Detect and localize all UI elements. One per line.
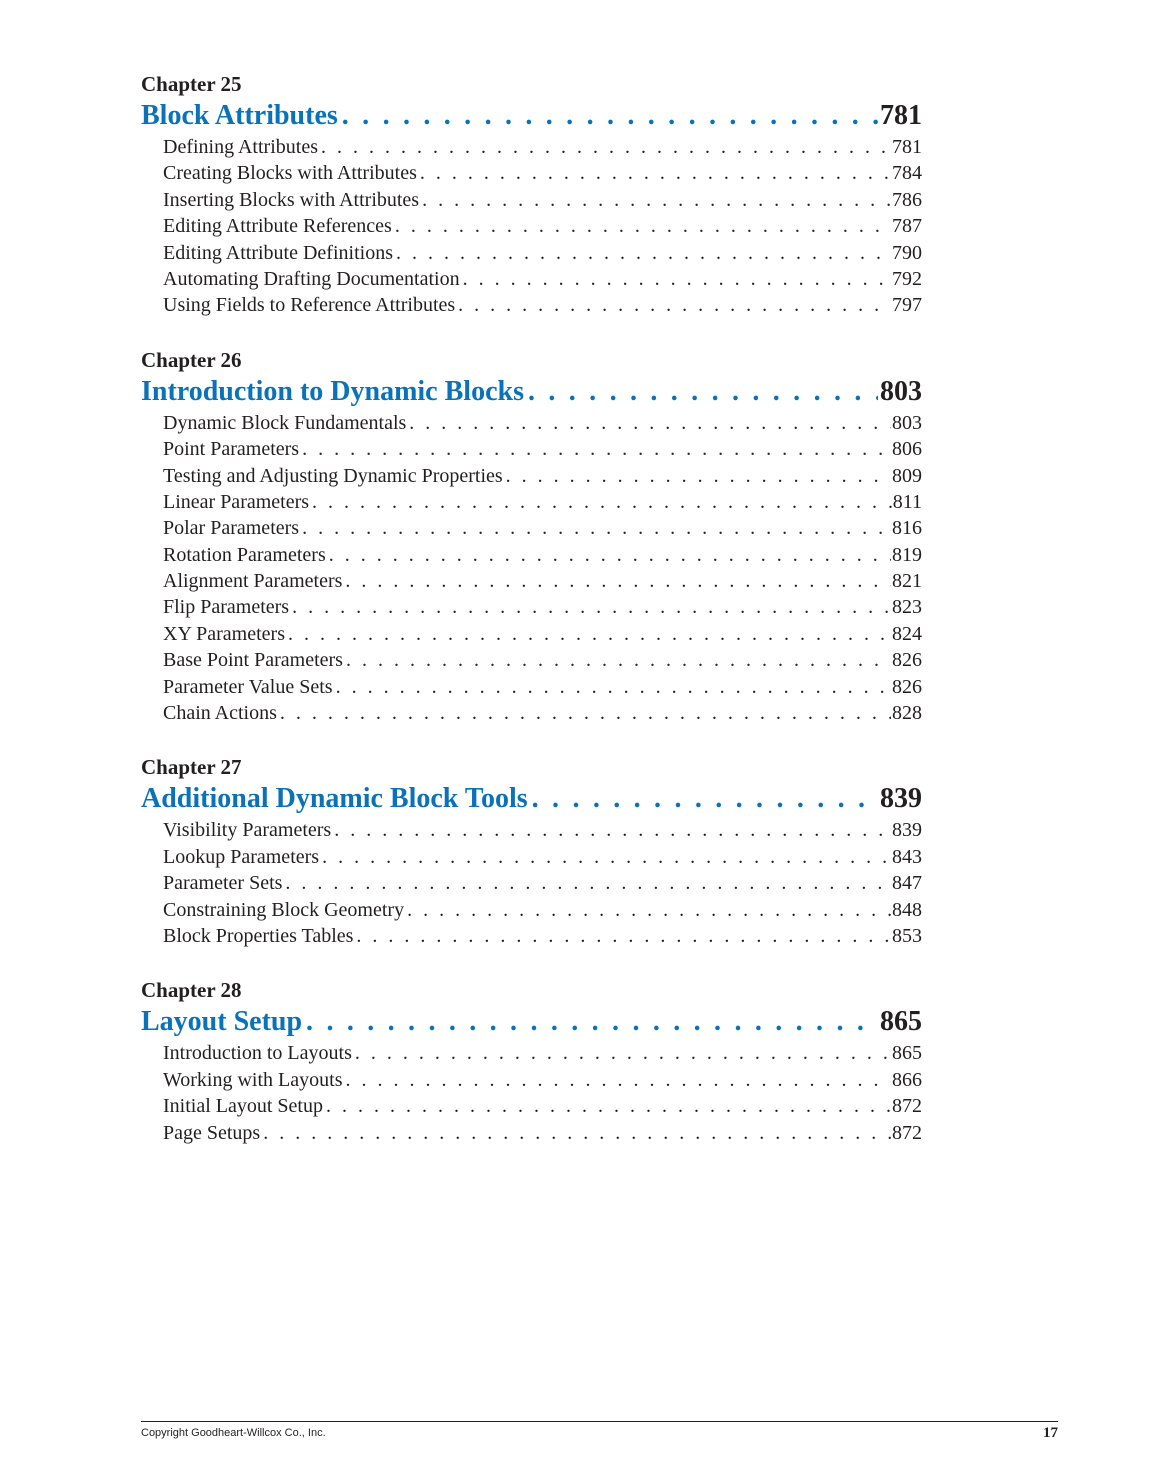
- chapter-title-row[interactable]: [141, 374, 922, 410]
- dot-leader: [345, 568, 891, 594]
- toc-entry[interactable]: [163, 870, 922, 896]
- chapter-27: [141, 753, 922, 949]
- entry-title[interactable]: Flip Parameters: [163, 596, 290, 619]
- entry-page-number: 790: [892, 241, 922, 264]
- dot-leader: [342, 98, 878, 134]
- toc-entry[interactable]: [163, 266, 922, 292]
- entry-title[interactable]: Point Parameters: [163, 438, 300, 461]
- entry-page-number: 823: [892, 596, 922, 619]
- dot-leader: [280, 700, 891, 726]
- toc-entry[interactable]: [163, 1067, 922, 1093]
- entry-title[interactable]: Parameter Sets: [163, 872, 283, 895]
- dot-leader: [329, 542, 891, 568]
- entry-title[interactable]: Inserting Blocks with Attributes: [163, 188, 420, 211]
- entry-title[interactable]: Linear Parameters: [163, 490, 310, 513]
- entry-page-number: 866: [892, 1068, 922, 1091]
- dot-leader: [302, 515, 891, 541]
- dot-leader: [306, 1004, 878, 1040]
- entry-title[interactable]: Parameter Value Sets: [163, 675, 333, 698]
- entry-title[interactable]: Defining Attributes: [163, 136, 318, 158]
- entry-title[interactable]: Page Setups: [163, 1121, 261, 1144]
- chapter-page-number: 839: [880, 783, 922, 815]
- dot-leader: [346, 647, 891, 673]
- entry-page-number: 826: [892, 649, 922, 672]
- entry-page-number: 787: [892, 215, 922, 238]
- entry-page-number: 797: [892, 294, 922, 317]
- dot-leader: [396, 240, 891, 266]
- toc-entry[interactable]: [163, 1120, 922, 1146]
- dot-leader: [422, 187, 891, 213]
- entry-title[interactable]: Alignment Parameters: [163, 570, 343, 593]
- table-of-contents: [141, 70, 922, 1146]
- dot-leader: [321, 134, 891, 160]
- toc-entry[interactable]: [163, 1093, 922, 1119]
- toc-entry[interactable]: [163, 187, 922, 213]
- entry-page-number: 853: [892, 924, 922, 947]
- dot-leader: [420, 160, 891, 186]
- chapter-26: [141, 346, 922, 727]
- dot-leader: [336, 674, 891, 700]
- entry-page-number: 809: [892, 464, 922, 487]
- footer-page-number: 17: [1043, 1425, 1058, 1441]
- entry-page-number: 821: [892, 570, 922, 593]
- entry-title[interactable]: Base Point Parameters: [163, 649, 343, 672]
- toc-entry[interactable]: [163, 515, 922, 541]
- entry-page-number: 806: [892, 438, 922, 461]
- toc-entry[interactable]: [163, 1040, 922, 1066]
- entry-title[interactable]: Visibility Parameters: [163, 819, 332, 842]
- section-list: [141, 134, 922, 319]
- entry-title[interactable]: Chain Actions: [163, 702, 277, 725]
- section-list: [141, 1040, 922, 1146]
- dot-leader: [458, 292, 891, 318]
- section-list: [141, 817, 922, 949]
- toc-entry[interactable]: [163, 897, 922, 923]
- chapter-label: Chapter 26: [141, 347, 242, 372]
- dot-leader: [395, 213, 891, 239]
- footer-copyright: Copyright Goodheart-Willcox Co., Inc.: [141, 1427, 326, 1439]
- toc-entry[interactable]: [163, 436, 922, 462]
- dot-leader: [302, 436, 891, 462]
- chapter-title-row[interactable]: [141, 1004, 922, 1040]
- entry-title[interactable]: Polar Parameters: [163, 517, 300, 540]
- toc-entry[interactable]: [163, 213, 922, 239]
- chapter-title[interactable]: Additional Dynamic Block Tools: [141, 783, 528, 815]
- entry-page-number: 792: [892, 267, 922, 290]
- entry-title[interactable]: Introduction to Layouts: [163, 1042, 352, 1065]
- entry-title[interactable]: Automating Drafting Documentation: [163, 267, 460, 290]
- toc-entry[interactable]: [163, 463, 922, 489]
- entry-page-number: 819: [892, 543, 922, 566]
- entry-title[interactable]: Dynamic Block Fundamentals: [163, 411, 407, 434]
- dot-leader: [355, 1040, 891, 1066]
- entry-page-number: 803: [892, 411, 922, 434]
- dot-leader: [345, 1067, 891, 1093]
- dot-leader: [288, 621, 891, 647]
- entry-title[interactable]: XY Parameters: [163, 622, 285, 645]
- toc-entry[interactable]: [163, 817, 922, 843]
- entry-title[interactable]: Constraining Block Geometry: [163, 898, 405, 921]
- entry-title[interactable]: Lookup Parameters: [163, 845, 320, 868]
- dot-leader: [285, 870, 891, 896]
- entry-title[interactable]: Using Fields to Reference Attributes: [163, 294, 456, 317]
- toc-entry[interactable]: [163, 568, 922, 594]
- dot-leader: [409, 410, 891, 436]
- entry-title[interactable]: Testing and Adjusting Dynamic Properties: [163, 464, 503, 487]
- entry-page-number: 843: [892, 845, 922, 868]
- entry-title[interactable]: Editing Attribute Definitions: [163, 241, 393, 264]
- toc-entry[interactable]: [163, 621, 922, 647]
- entry-title[interactable]: Working with Layouts: [163, 1068, 343, 1091]
- entry-page-number: 865: [892, 1042, 922, 1065]
- toc-entry[interactable]: [163, 542, 922, 568]
- dot-leader: [326, 1093, 891, 1119]
- toc-entry[interactable]: [163, 674, 922, 700]
- entry-page-number: 824: [892, 622, 922, 645]
- chapter-label: Chapter 28: [141, 978, 242, 1003]
- entry-page-number: 872: [892, 1121, 922, 1144]
- toc-entry[interactable]: [163, 923, 922, 949]
- toc-entry[interactable]: [163, 844, 922, 870]
- toc-entry[interactable]: [163, 700, 922, 726]
- entry-title[interactable]: Rotation Parameters: [163, 543, 326, 566]
- dot-leader: [463, 266, 891, 292]
- dot-leader: [532, 781, 878, 817]
- chapter-25: [141, 70, 922, 319]
- entry-title[interactable]: Initial Layout Setup: [163, 1095, 323, 1118]
- toc-entry[interactable]: [163, 134, 922, 160]
- chapter-title[interactable]: Layout Setup: [141, 1006, 303, 1038]
- chapter-28: [141, 976, 922, 1146]
- footer-divider: [141, 1421, 1058, 1422]
- entry-title[interactable]: Editing Attribute References: [163, 215, 392, 238]
- toc-entry[interactable]: [163, 410, 922, 436]
- entry-page-number: 826: [892, 675, 922, 698]
- entry-page-number: 848: [892, 898, 922, 921]
- entry-page-number: 816: [892, 517, 922, 540]
- toc-entry[interactable]: [163, 647, 922, 673]
- dot-leader: [528, 374, 878, 410]
- dot-leader: [312, 489, 892, 515]
- chapter-label: Chapter 27: [141, 755, 242, 780]
- chapter-label: Chapter 25: [141, 72, 242, 96]
- entry-page-number: 811: [892, 490, 922, 513]
- entry-page-number: 847: [892, 872, 922, 895]
- dot-leader: [356, 923, 891, 949]
- entry-page-number: 839: [892, 819, 922, 842]
- dot-leader: [506, 463, 891, 489]
- chapter-page-number: 803: [880, 375, 922, 407]
- chapter-title-row[interactable]: [141, 781, 922, 817]
- section-list: [141, 410, 922, 727]
- dot-leader: [334, 817, 891, 843]
- chapter-title-row[interactable]: [141, 98, 922, 134]
- chapter-page-number: 781: [880, 100, 922, 131]
- entry-page-number: 872: [892, 1095, 922, 1118]
- toc-entry[interactable]: [163, 160, 922, 186]
- chapter-title[interactable]: Block Attributes: [141, 100, 338, 131]
- chapter-page-number: 865: [880, 1006, 922, 1038]
- entry-title[interactable]: Creating Blocks with Attributes: [163, 162, 417, 185]
- dot-leader: [292, 594, 891, 620]
- toc-entry[interactable]: [163, 594, 922, 620]
- entry-page-number: 786: [892, 188, 922, 211]
- toc-entry[interactable]: [163, 240, 922, 266]
- entry-title[interactable]: Block Properties Tables: [163, 924, 354, 947]
- dot-leader: [407, 897, 891, 923]
- dot-leader: [263, 1120, 891, 1146]
- entry-page-number: 828: [892, 702, 922, 725]
- chapter-title[interactable]: Introduction to Dynamic Blocks: [141, 375, 524, 407]
- entry-page-number: 784: [892, 162, 922, 185]
- toc-entry[interactable]: [163, 489, 922, 515]
- dot-leader: [322, 844, 891, 870]
- toc-entry[interactable]: [163, 292, 922, 318]
- entry-page-number: 781: [892, 136, 922, 158]
